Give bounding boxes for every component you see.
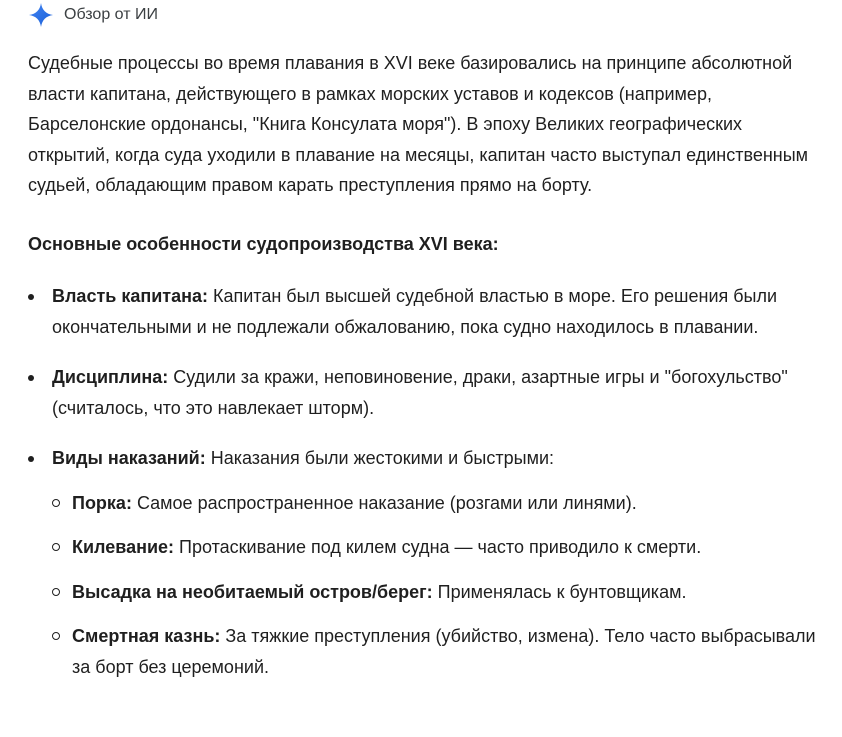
sub-item-text: Применялась к бунтовщикам. xyxy=(432,581,687,602)
list-item xyxy=(28,443,828,682)
sub-list-item xyxy=(52,577,828,608)
list-item xyxy=(28,281,828,342)
sub-item-text: Самое распространенное наказание (розгами или линями). xyxy=(131,492,637,513)
sparkle-icon xyxy=(28,2,54,28)
item-text: Наказания были жестокими и быстрыми: xyxy=(205,448,554,468)
item-text: Капитан был высшей судебной властью в море. Его решения были окончательными и не подлежали обжалованию, пока судно находилось в плавании. xyxy=(52,286,778,337)
ai-overview-title: Обзор от ИИ xyxy=(64,6,158,23)
item-term: Виды наказаний: xyxy=(52,448,206,468)
list-item xyxy=(28,362,828,423)
hollow-bullet-icon xyxy=(52,499,60,507)
sub-list-item xyxy=(52,621,828,682)
sub-item-text: Протаскивание под килем судна — часто приводило к смерти. xyxy=(174,537,702,557)
sub-item-term: Порка: xyxy=(72,492,132,513)
hollow-bullet-icon xyxy=(52,543,60,551)
bullet-icon xyxy=(28,375,34,381)
features-list xyxy=(28,281,828,682)
sub-list-item xyxy=(52,532,828,563)
intro-paragraph: Судебные процессы во время плавания в XVI веке базировались на принципе абсолютной власти капитана, действующего в рамках морских уставов и кодексов (например, Барселонские ордонансы, "Книга Консулата моря"). В эпоху Великих географических открытий, когда суда уходили в плавание на месяцы, капитан часто выступал единственным судьей, обладающим правом карать преступления прямо на борту. xyxy=(28,53,809,195)
bullet-icon xyxy=(28,294,34,300)
sub-item-term: Высадка на необитаемый остров/берег: xyxy=(72,581,433,602)
punishments-list xyxy=(52,488,828,683)
sub-item-text: За тяжкие преступления (убийство, измена). Тело часто выбрасывали за борт без церемоний. xyxy=(72,626,816,677)
item-text: Судили за кражи, неповиновение, драки, азартные игры и "богохульство" (считалось, что это навлекает шторм). xyxy=(52,367,788,418)
ai-overview-header xyxy=(28,0,158,30)
ai-overview-content xyxy=(28,48,828,702)
sub-list-item xyxy=(52,488,828,519)
sub-item-term: Смертная казнь: xyxy=(72,626,221,646)
bullet-icon xyxy=(28,456,34,462)
item-term: Власть капитана: xyxy=(52,286,208,306)
hollow-bullet-icon xyxy=(52,632,60,640)
sub-item-term: Килевание: xyxy=(72,537,175,557)
hollow-bullet-icon xyxy=(52,588,60,596)
section-title: Основные особенности судопроизводства XVI века: xyxy=(28,233,499,254)
item-term: Дисциплина: xyxy=(52,367,169,387)
